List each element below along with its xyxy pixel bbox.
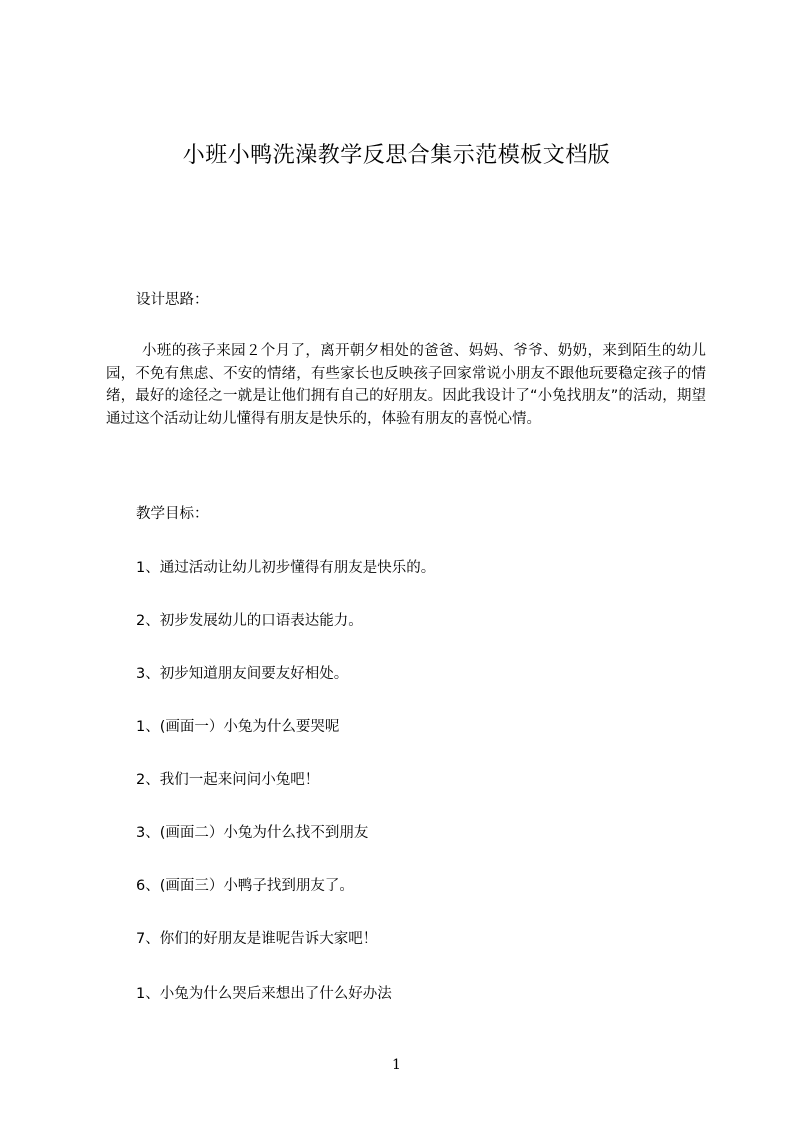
document-title: 小班小鸭洗澡教学反思合集示范模板文档版 — [182, 143, 611, 168]
design-paragraph: 小班的孩子来园２个月了，离开朝夕相处的爸爸、妈妈、爷爷、奶奶，来到陌生的幼儿园，不免有焦虑、不安的情绪，有些家长也反映孩子回家常说小朋友不跟他玩要稳定孩子的情绪，最好的途径之一就是让他们拥有自己的好朋友。因此我设计了“小兔找朋友”的活动，期望通过这个活动让幼儿懂得有朋友是快乐的，体验有朋友的喜悦心情。 — [106, 343, 706, 428]
list-item: 2、我们一起来问问小兔吧！ — [136, 772, 320, 788]
page-number: 1 — [392, 1057, 401, 1073]
list-item: 1、(画面一）小兔为什么要哭呢 — [136, 719, 340, 735]
goals-heading: 教学目标： — [136, 506, 209, 522]
list-item: 2、初步发展幼儿的口语表达能力。 — [136, 613, 363, 629]
list-item: 1、通过活动让幼儿初步懂得有朋友是快乐的。 — [136, 560, 436, 576]
list-item: 3、初步知道朋友间要友好相处。 — [136, 666, 349, 682]
list-item: 3、(画面二）小兔为什么找不到朋友 — [136, 825, 369, 841]
list-item: 6、(画面三）小鸭子找到朋友了。 — [136, 878, 354, 894]
list-item: 1、小兔为什么哭后来想出了什么好办法 — [136, 986, 392, 1002]
list-item: 7、你们的好朋友是谁呢告诉大家吧！ — [136, 931, 378, 947]
design-heading: 设计思路： — [136, 292, 209, 308]
